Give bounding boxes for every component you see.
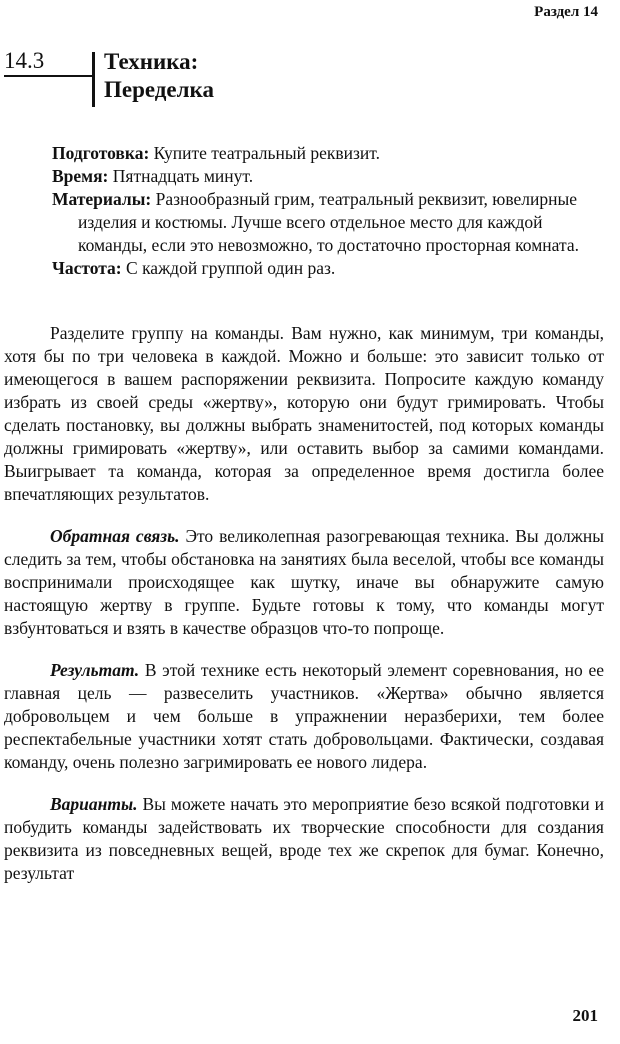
section-title bbox=[104, 48, 214, 104]
variants-text: Вы можете начать это мероприятие безо всякой подготовки и побудить команды задействовать их творческие способности для создания реквизита из повседневных вещей, вроде тех же скрепок для бумаг. Конечно, результат bbox=[4, 794, 604, 883]
technique-meta bbox=[52, 142, 608, 280]
result-heading: Результат. bbox=[50, 660, 140, 680]
paragraph-intro: Разделите группу на команды. Вам нужно, как минимум, три команды, хотя бы по три человека в каждой. Можно и больше: это зависит только от имеющегося в вашем распоряжении реквизита. Попросите каждую команду избрать из своей среды «жертву», которую они будут гримировать. Чтобы сделать постановку, вы должны выбрать знаменитостей, под которых команды должны гримировать «жертву», или оставить выбор за самими командами. Выигрывает та команда, которая за определенное время достигла более впечатляющих результатов. bbox=[4, 323, 604, 504]
feedback-heading: Обратная связь. bbox=[50, 526, 180, 546]
body-text bbox=[4, 322, 604, 885]
meta-frequency bbox=[52, 257, 608, 280]
meta-preparation-label: Подготовка: bbox=[52, 143, 150, 163]
meta-preparation-text: Купите театральный реквизит. bbox=[149, 143, 380, 163]
paragraph-feedback bbox=[4, 525, 604, 640]
section-divider-bar bbox=[92, 52, 95, 107]
section-number: 14.3 bbox=[4, 48, 45, 73]
section-number-underline bbox=[4, 75, 92, 77]
meta-frequency-text: С каждой группой один раз. bbox=[121, 258, 336, 278]
paragraph-result bbox=[4, 659, 604, 774]
meta-materials-label: Материалы: bbox=[52, 189, 152, 209]
meta-materials-text: Разнообразный грим, театральный реквизит, ювелирные изделия и костюмы. Лучше всего отдельное место для каждой команды, если это невозможно, то достаточно просторная комната. bbox=[78, 189, 579, 255]
meta-time-text: Пятнадцать минут. bbox=[108, 166, 254, 186]
section-label: Раздел 14 bbox=[534, 4, 598, 20]
meta-time-label: Время: bbox=[52, 166, 109, 186]
page-number: 201 bbox=[572, 1006, 598, 1025]
section-title-line2: Переделка bbox=[104, 77, 214, 102]
meta-materials bbox=[52, 188, 608, 257]
feedback-text: Это великолепная разогревающая техника. Вы должны следить за тем, чтобы обстановка на занятиях была веселой, чтобы все команды воспринимали происходящее как шутку, иначе вы обнаружите самую настоящую жертву в группе. Будьте готовы к тому, что команды могут взбунтоваться и взять в качестве образцов что-то попроще. bbox=[4, 526, 604, 638]
section-title-line1: Техника: bbox=[104, 49, 199, 74]
paragraph-variants bbox=[4, 793, 604, 885]
meta-time bbox=[52, 165, 608, 188]
result-text: В этой технике есть некоторый элемент соревнования, но ее главная цель — развеселить участников. «Жертва» обычно является добровольцем и чем больше в упражнении неразберихи, тем более респектабельные участники хотят стать добровольцами. Фактически, создавая команду, очень полезно загримировать ее нового лидера. bbox=[4, 660, 604, 772]
variants-heading: Варианты. bbox=[50, 794, 138, 814]
meta-preparation bbox=[52, 142, 608, 165]
meta-frequency-label: Частота: bbox=[52, 258, 122, 278]
